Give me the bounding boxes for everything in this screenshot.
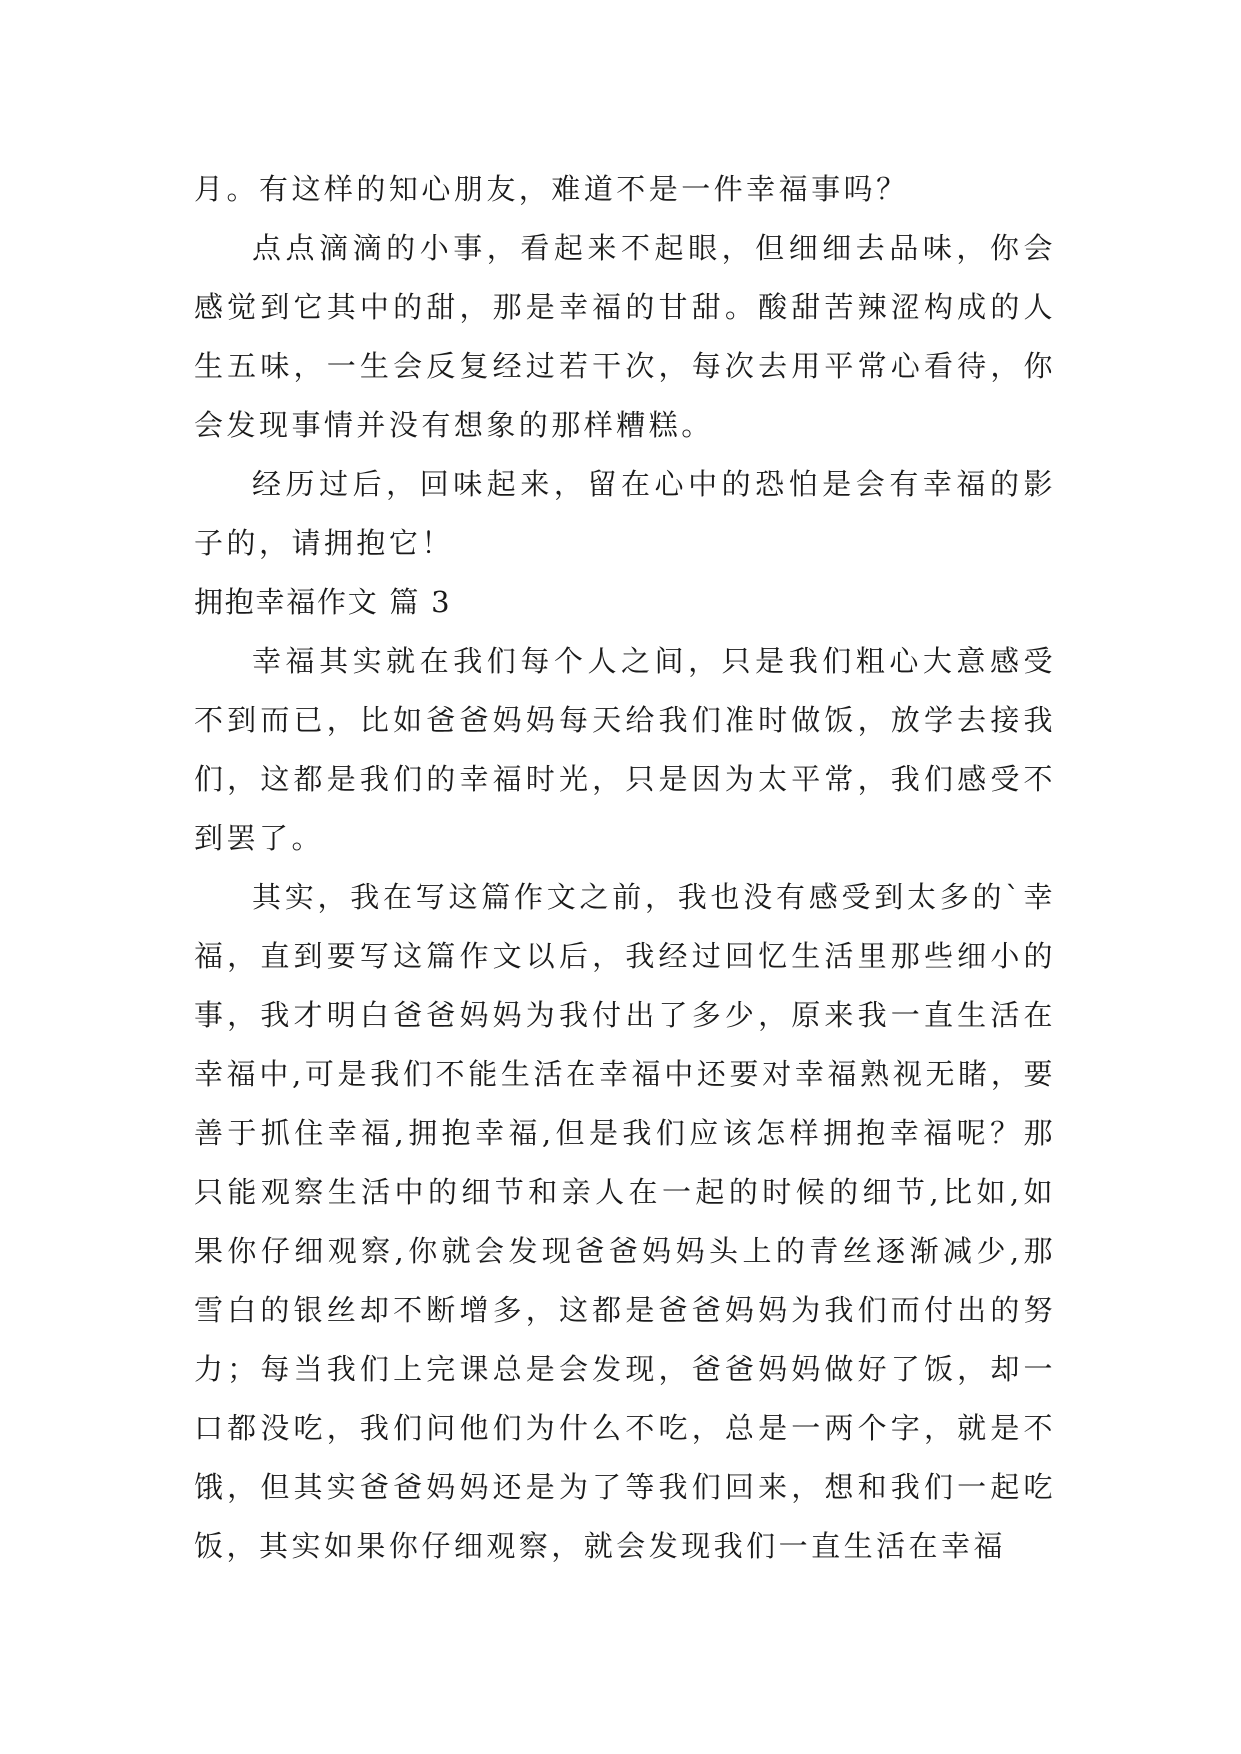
paragraph-small-things: 点点滴滴的小事，看起来不起眼，但细细去品味，你会感觉到它其中的甜，那是幸福的甘甜。酸甜苦辣涩构成的人生五味，一生会反复经过若干次，每次去用平常心看待，你会发现事情并没有想象的那样糟糕。 <box>194 231 1056 442</box>
paragraph-happiness-intro: 幸福其实就在我们每个人之间，只是我们粗心大意感受不到而已，比如爸爸妈妈每天给我们准时做饭，放学去接我们，这都是我们的幸福时光，只是因为太平常，我们感受不到罢了。 <box>194 644 1056 855</box>
paragraph-continuation: 月。有这样的知心朋友，难道不是一件幸福事吗？ <box>194 172 909 206</box>
paragraph-observation: 其实，我在写这篇作文之前，我也没有感受到太多的`幸福，直到要写这篇作文以后，我经过回忆生活里那些细小的事，我才明白爸爸妈妈为我付出了多少，原来我一直生活在幸福中,可是我们不能生活在幸福中还要对幸福熟视无睹，要善于抓住幸福,拥抱幸福,但是我们应该怎样拥抱幸福呢？那只能观察生活中的细节和亲人在一起的时候的细节,比如,如果你仔细观察,你就会发现爸爸妈妈头上的青丝逐渐减少,那雪白的银丝却不断增多，这都是爸爸妈妈为我们而付出的努力；每当我们上完课总是会发现，爸爸妈妈做好了饭，却一口都没吃，我们问他们为什么不吃，总是一两个字，就是不饿，但其实爸爸妈妈还是为了等我们回来，想和我们一起吃饭，其实如果你仔细观察，就会发现我们一直生活在幸福 <box>194 880 1056 1563</box>
paragraph-after-experience: 经历过后，回味起来，留在心中的恐怕是会有幸福的影子的，请拥抱它！ <box>194 467 1056 560</box>
section-heading: 拥抱幸福作文 篇 3 <box>194 585 452 619</box>
essay-body <box>194 160 1056 1576</box>
